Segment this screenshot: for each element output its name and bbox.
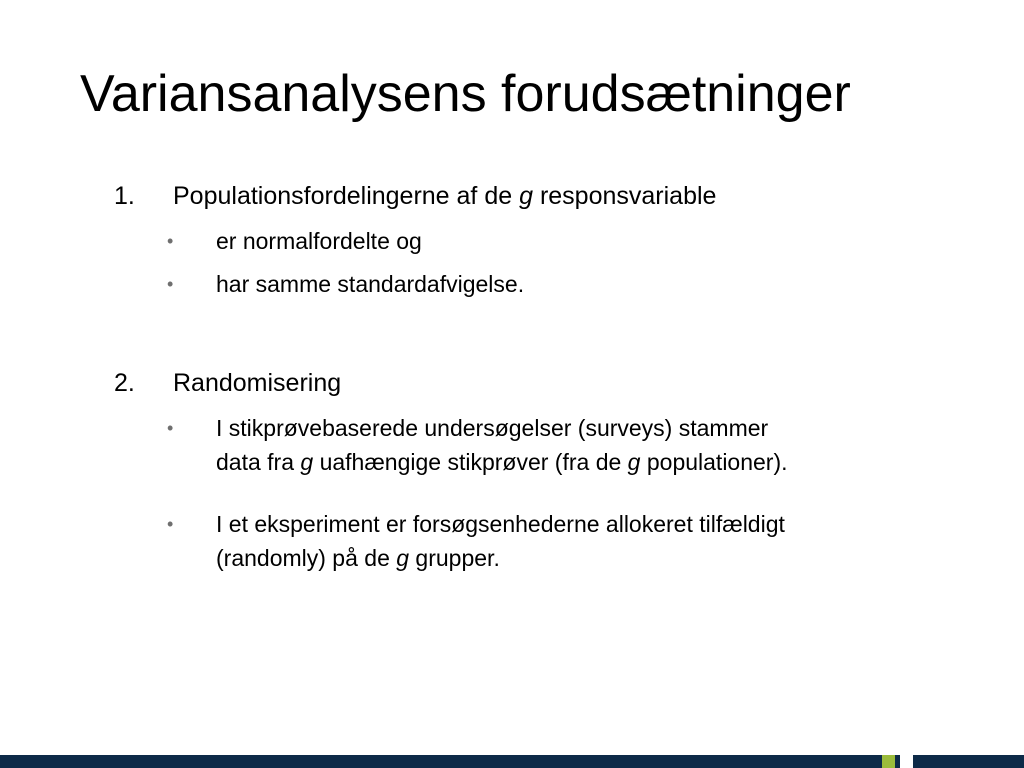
footer-accent-green: [882, 755, 895, 768]
item-text: Randomisering: [173, 369, 342, 397]
bullet-text-part: populationer).: [640, 449, 788, 475]
bullet-icon: •: [167, 514, 174, 534]
bullet-line: I stikprøvebaserede undersøgelser (surveys) stammer: [216, 415, 769, 441]
slide-title: Variansanalysens forudsætninger: [80, 65, 851, 123]
bullet-text: [216, 267, 976, 301]
bullet-text-part: grupper.: [409, 545, 500, 571]
item-text-part: responsvariable: [533, 182, 717, 210]
item-text: [173, 181, 716, 211]
item-number: 1.: [114, 182, 135, 210]
bullet-line: har samme standardafvigelse.: [216, 271, 525, 297]
italic-variable: g: [519, 182, 533, 210]
bullet-text-part: data fra: [216, 449, 301, 475]
footer-accent-white: [900, 755, 913, 768]
item-number: 2.: [114, 369, 135, 397]
bullet-line: er normalfordelte og: [216, 228, 422, 254]
bullet-icon: •: [167, 274, 174, 294]
bullet-text-part: (randomly) på de: [216, 545, 397, 571]
bullet-icon: •: [167, 418, 174, 438]
item-text-part: Populationsfordelingerne af de: [173, 182, 520, 210]
bullet-text: [216, 507, 976, 575]
bullet-text: [216, 411, 976, 479]
bullet-text-part: uafhængige stikprøver (fra de: [313, 449, 628, 475]
italic-variable: g: [300, 449, 314, 475]
footer-bar: [0, 755, 1024, 768]
bullet-icon: •: [167, 231, 174, 251]
italic-variable: g: [396, 545, 410, 571]
italic-variable: g: [627, 449, 641, 475]
bullet-line: [216, 445, 976, 479]
bullet-line: I et eksperiment er forsøgsenhederne allokeret tilfældigt: [216, 511, 785, 537]
bullet-line: [216, 541, 976, 575]
bullet-text: [216, 224, 976, 258]
